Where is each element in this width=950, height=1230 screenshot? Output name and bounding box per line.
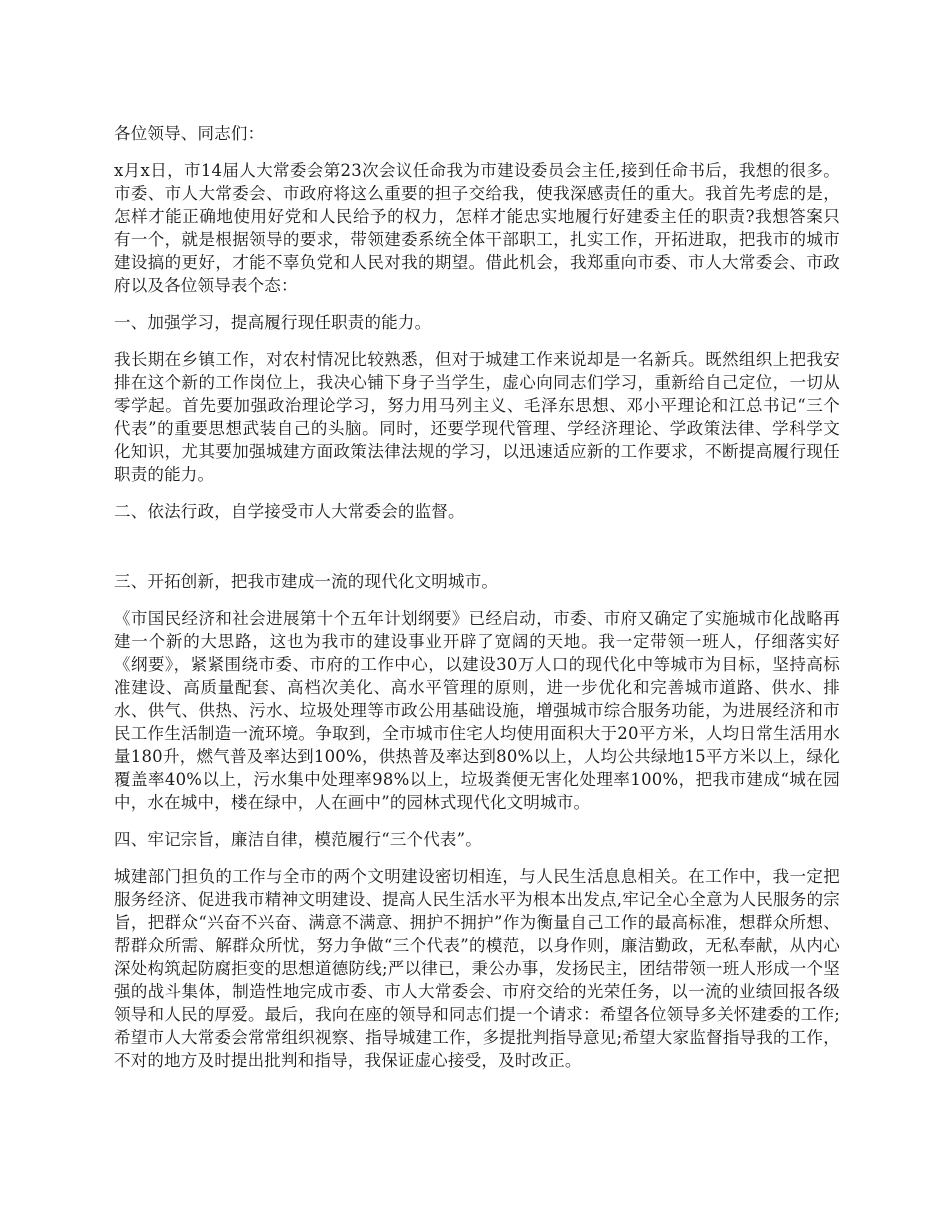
section-1-paragraph: 我长期在乡镇工作，对农村情况比较熟悉，但对于城建工作来说却是一名新兵。既然组织上把我安排在这个新的工作岗位上，我决心铺下身子当学生，虚心向同志们学习，重新给自己定位，一切从零学起。首先要加强政治理论学习，努力用马列主义、毛泽东思想、邓小平理论和江总书记“三个代表”的重要思想武装自己的头脑。同时，还要学现代管理、学经济理论、学政策法律、学科学文化知识，尤其要加强城建方面政策法律法规的学习，以迅速适应新的工作要求，不断提高履行现任职责的能力。 [114, 350, 840, 484]
section-1-heading: 一、加强学习，提高履行现任职责的能力。 [114, 313, 432, 332]
section-2-heading: 二、依法行政，自学接受市人大常委会的监督。 [114, 502, 465, 521]
greeting: 各位领导、同志们： [114, 124, 265, 143]
intro-paragraph: x月x日，市14届人大常委会第23次会议任命我为市建设委员会主任,接到任命书后，我想的很多。市委、市人大常委会、市政府将这么重要的担子交给我，使我深感责任的重大。我首先考虑的是，怎样才能正确地使用好党和人民给予的权力，怎样才能忠实地履行好建委主任的职责?我想答案只有一个，就是根据领导的要求，带领建委系统全体干部职工，扎实工作，开拓进取，把我市的城市建设搞的更好，才能不辜负党和人民对我的期望。借此机会，我郑重向市委、市人大常委会、市政府以及各位领导表个态： [114, 161, 840, 295]
document-body [114, 122, 840, 1086]
section-3-heading: 三、开拓创新，把我市建成一流的现代化文明城市。 [114, 572, 499, 591]
section-4-paragraph: 城建部门担负的工作与全市的两个文明建设密切相连，与人民生活息息相关。在工作中，我一定把服务经济、促进我市精神文明建设、提高人民生活水平为根本出发点,牢记全心全意为人民服务的宗旨，把群众“兴奋不兴奋、满意不满意、拥护不拥护”作为衡量自己工作的最高标准，想群众所想、帮群众所需、解群众所忧，努力争做“三个代表”的模范，以身作则，廉洁勤政，无私奉献，从内心深处构筑起防腐拒变的思想道德防线;严以律已，秉公办事，发扬民主，团结带领一班人形成一个坚强的战斗集体，制造性地完成市委、市人大常委会、市府交给的光荣任务，以一流的业绩回报各级领导和人民的厚爱。最后，我向在座的领导和同志们提一个请求：希望各位领导多关怀建委的工作;希望市人大常委会常常组织视察、指导城建工作，多提批判指导意见;希望大家监督指导我的工作，不对的地方及时提出批判和指导，我保证虚心接受，及时改正。 [114, 867, 840, 1070]
blank-gap [114, 537, 840, 570]
section-3-paragraph: 《市国民经济和社会进展第十个五年计划纲要》已经启动，市委、市府又确定了实施城市化战略再建一个新的大思路，这也为我市的建设事业开辟了宽阔的天地。我一定带领一班人，仔细落实好《纲要》，紧紧围绕市委、市府的工作中心，以建设30万人口的现代化中等城市为目标，坚持高标准建设、高质量配套、高档次美化、高水平管理的原则，进一步优化和完善城市道路、供水、排水、供气、供热、污水、垃圾处理等市政公用基础设施，增强城市综合服务功能，为进展经济和市民工作生活制造一流环境。争取到，全市城市住宅人均使用面积大于20平方米，人均日常生活用水量180升，燃气普及率达到100%，供热普及率达到80%以上，人均公共绿地15平方米以上，绿化覆盖率40%以上，污水集中处理率98%以上，垃圾粪便无害化处理率100%，把我市建成“城在园中，水在城中，楼在绿中，人在画中”的园林式现代化文明城市。 [114, 609, 840, 812]
section-4-heading: 四、牢记宗旨，廉洁自律，模范履行“三个代表”。 [114, 830, 482, 849]
